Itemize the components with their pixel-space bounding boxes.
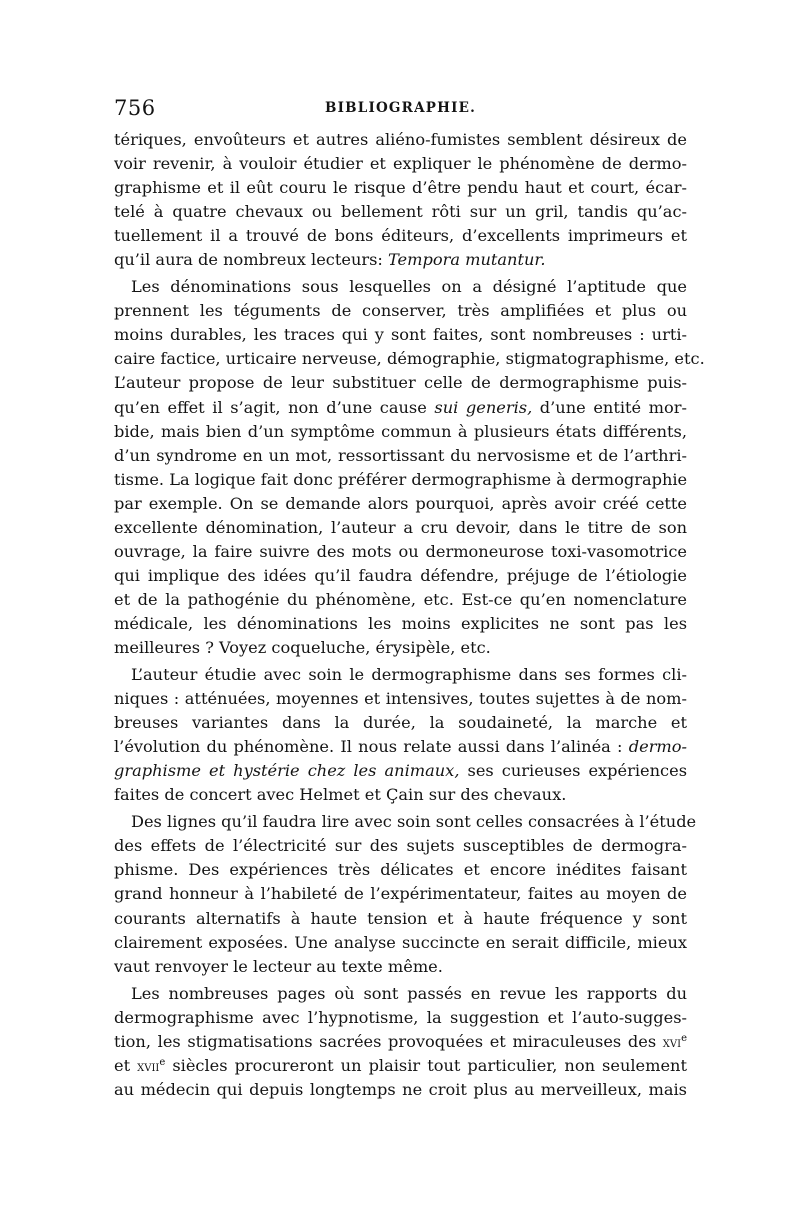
text-line: qui implique des idées qu’il faudra défendre, préjuge de l’étiologie <box>114 565 687 585</box>
running-head <box>114 96 687 126</box>
text-line: et de la pathogénie du phénomène, etc. Est-ce qu’en nomenclature <box>114 589 687 609</box>
italic-phrase: sui generis, <box>434 397 533 417</box>
text-line: excellente dénomination, l’auteur a cru devoir, dans le titre de son <box>114 517 687 537</box>
text-line: prennent les téguments de conserver, très amplifiées et plus ou <box>114 301 687 321</box>
section-title: BIBLIOGRAPHIE. <box>325 100 476 116</box>
text-line: et xvii$^e$ siècles procureront un plaisir tout particulier, non seulement <box>114 1055 687 1075</box>
text-line: phisme. Des expériences très délicates et encore inédites faisant <box>114 860 687 880</box>
text-line: par exemple. On se demande alors pourquoi, après avoir créé cette <box>114 493 687 513</box>
text-line: grand honneur à l’habileté de l’expérimentateur, faites au moyen de <box>114 884 687 904</box>
text-line: médicale, les dénominations les moins explicites ne sont pas les <box>114 613 687 633</box>
text-line: l’évolution du phénomène. Il nous relate aussi dans l’alinéa : dermo- <box>114 737 687 757</box>
text-line: breuses variantes dans la durée, la soudaineté, la marche et <box>114 713 687 733</box>
century-numeral: xvi <box>662 1034 682 1051</box>
text-line: telé à quatre chevaux ou bellement rôti sur un gril, tandis qu’ac- <box>114 202 687 222</box>
page-number: 756 <box>114 96 156 120</box>
superscript: e <box>681 1032 687 1044</box>
text-line: clairement exposées. Une analyse succincte en serait difficile, mieux <box>114 932 687 952</box>
text-line: L’auteur propose de leur substituer celle de dermographisme puis- <box>114 373 687 393</box>
text-line: Les nombreuses pages où sont passés en revue les rapports du <box>131 983 687 1003</box>
text-line: qu’en effet il s’agit, non d’une cause sui generis, d’une entité mor- <box>114 397 687 417</box>
text-line: dermographisme avec l’hypnotisme, la suggestion et l’auto-sugges- <box>114 1007 687 1027</box>
superscript: e <box>159 1056 166 1068</box>
text-line: tériques, envoûteurs et autres aliéno-fumistes semblent désireux de <box>114 130 687 149</box>
century-numeral: xvii <box>137 1058 160 1075</box>
text-line: tisme. La logique fait donc préférer dermographisme à dermographie <box>114 469 688 489</box>
text-line: faites de concert avec Helmet et Çain sur des chevaux. <box>114 785 567 805</box>
text-line: Les dénominations sous lesquelles on a désigné l’aptitude que <box>131 277 687 297</box>
text-line: caire factice, urticaire nerveuse, démographie, stigmatographisme, etc. <box>114 349 705 369</box>
text-line: des effets de l’électricité sur des sujets susceptibles de dermogra- <box>114 836 687 856</box>
text-line: d’un syndrome en un mot, ressortissant du nervosisme et de l’arthri- <box>114 445 687 465</box>
text-line: tion, les stigmatisations sacrées provoquées et miraculeuses des xvi$^e$ <box>114 1031 687 1051</box>
text-line: vaut renvoyer le lecteur au texte même. <box>114 956 443 976</box>
text-line: tuellement il a trouvé de bons éditeurs, d’excellents imprimeurs et <box>114 226 687 246</box>
text-line: Des lignes qu’il faudra lire avec soin sont celles consacrées à l’étude <box>131 812 697 832</box>
body-text <box>114 128 705 1102</box>
text-line: qu’il aura de nombreux lecteurs: Tempora mutantur. <box>114 250 546 270</box>
text-line: graphisme et hystérie chez les animaux, ses curieuses expériences <box>114 761 688 781</box>
text-line: voir revenir, à vouloir étudier et expliquer le phénomène de dermo- <box>114 154 687 174</box>
text-line: courants alternatifs à haute tension et à haute fréquence y sont <box>114 908 687 928</box>
text-line: au médecin qui depuis longtemps ne croit plus au merveilleux, mais <box>114 1079 687 1099</box>
text-line: bide, mais bien d’un symptôme commun à plusieurs états différents, <box>114 421 687 441</box>
text-line: ouvrage, la faire suivre des mots ou dermoneurose toxi-vasomotrice <box>114 541 687 561</box>
italic-phrase: graphisme et hystérie chez les animaux, <box>114 761 460 781</box>
text-line: meilleures ? Voyez coqueluche, érysipèle, etc. <box>114 637 491 657</box>
text-line: moins durables, les traces qui y sont faites, sont nombreuses : urti- <box>114 325 687 345</box>
italic-phrase: Tempora mutantur. <box>388 250 546 270</box>
text-line: niques : atténuées, moyennes et intensives, toutes sujettes à de nom- <box>114 689 687 709</box>
text-line: L’auteur étudie avec soin le dermographisme dans ses formes cli- <box>131 665 687 685</box>
text-line: graphisme et il eût couru le risque d’être pendu haut et court, écar- <box>114 178 687 198</box>
italic-phrase: dermo- <box>628 737 687 757</box>
